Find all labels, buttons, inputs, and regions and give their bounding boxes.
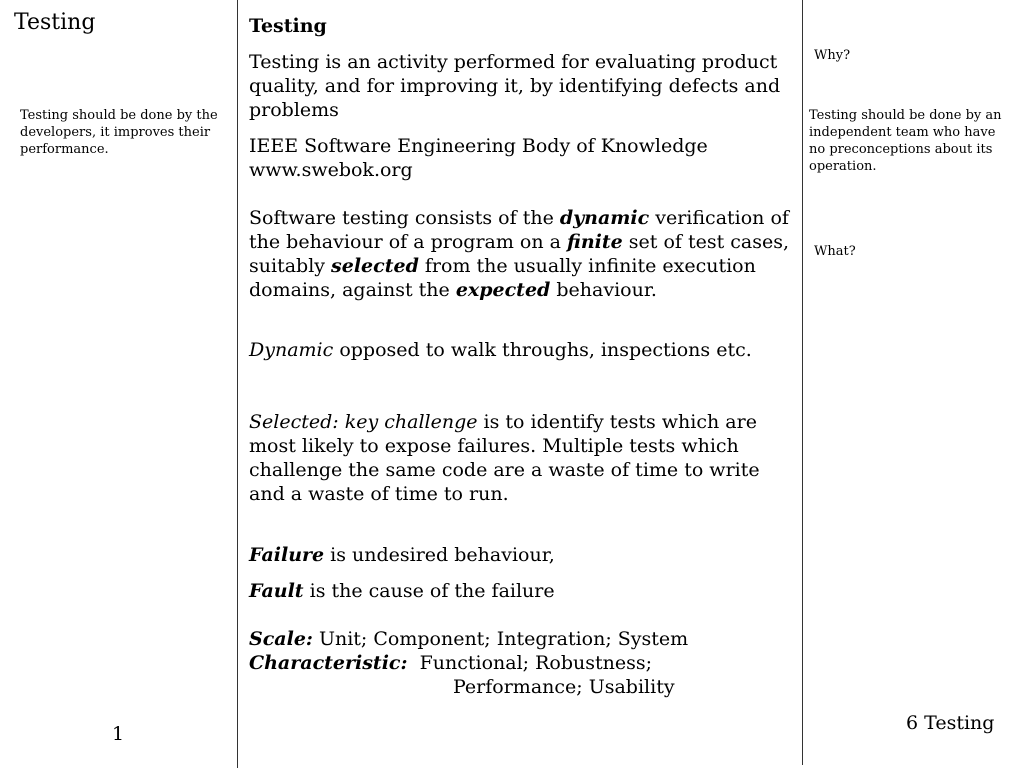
what-label: What? <box>814 244 856 259</box>
swebok-text-5: behaviour. <box>550 279 657 301</box>
main-title: Testing <box>249 15 327 37</box>
source-paragraph <box>249 134 794 182</box>
right-note: Testing should be done by an independent team who have no preconceptions about its operation. <box>809 108 1002 174</box>
main-content <box>249 14 794 699</box>
failure-term: Failure <box>249 544 325 566</box>
fault-paragraph <box>249 579 794 603</box>
characteristic-text: Functional; Robustness; <box>407 652 653 674</box>
left-title: Testing <box>14 10 96 35</box>
fault-term: Fault <box>249 580 304 602</box>
left-divider <box>237 0 238 768</box>
failure-paragraph <box>249 543 794 567</box>
failure-text: is undesired behaviour, <box>324 544 555 566</box>
fault-text: is the cause of the failure <box>303 580 555 602</box>
emphasis-expected: expected <box>455 279 551 301</box>
emphasis-selected: selected <box>331 255 419 277</box>
dynamic-text: opposed to walk throughs, inspections etc. <box>333 339 752 361</box>
selected-term: Selected: key challenge <box>249 411 478 433</box>
dynamic-term: Dynamic <box>249 339 334 361</box>
emphasis-finite: finite <box>567 231 623 253</box>
scale-text: Unit; Component; Integration; System <box>312 628 689 650</box>
definition-paragraph: Testing is an activity performed for evaluating product quality, and for improving it, by identifying defects and problems <box>249 51 781 121</box>
selected-text: is to identify tests which are most likely to expose failures. Multiple tests which challenge the same code are a waste of time to write and a waste of time to run. <box>249 411 760 505</box>
characteristic-term: Characteristic: <box>249 652 408 674</box>
right-divider <box>802 0 803 765</box>
scale-term: Scale: <box>249 628 313 650</box>
why-label: Why? <box>814 48 851 63</box>
scale-paragraph <box>249 627 794 699</box>
page-label: 6 Testing <box>906 712 995 734</box>
emphasis-dynamic: dynamic <box>559 207 650 229</box>
swebok-text-1: Software testing consists of the <box>249 207 560 229</box>
selected-note-paragraph <box>249 410 794 506</box>
swebok-text-2: verification of the behaviour of a program on a <box>249 207 789 253</box>
characteristic-text-continued: Performance; Usability <box>453 676 675 698</box>
source-url: www.swebok.org <box>249 159 413 181</box>
source-name: IEEE Software Engineering Body of Knowledge <box>249 135 708 157</box>
page-number: 1 <box>112 723 125 745</box>
swebok-text-3: set of test cases, suitably <box>249 231 790 277</box>
swebok-text-4: from the usually infinite execution domains, against the <box>249 255 756 301</box>
left-note: Testing should be done by the developers, it improves their performance. <box>20 108 218 157</box>
dynamic-note-paragraph <box>249 338 794 362</box>
swebok-definition-paragraph <box>249 206 794 302</box>
